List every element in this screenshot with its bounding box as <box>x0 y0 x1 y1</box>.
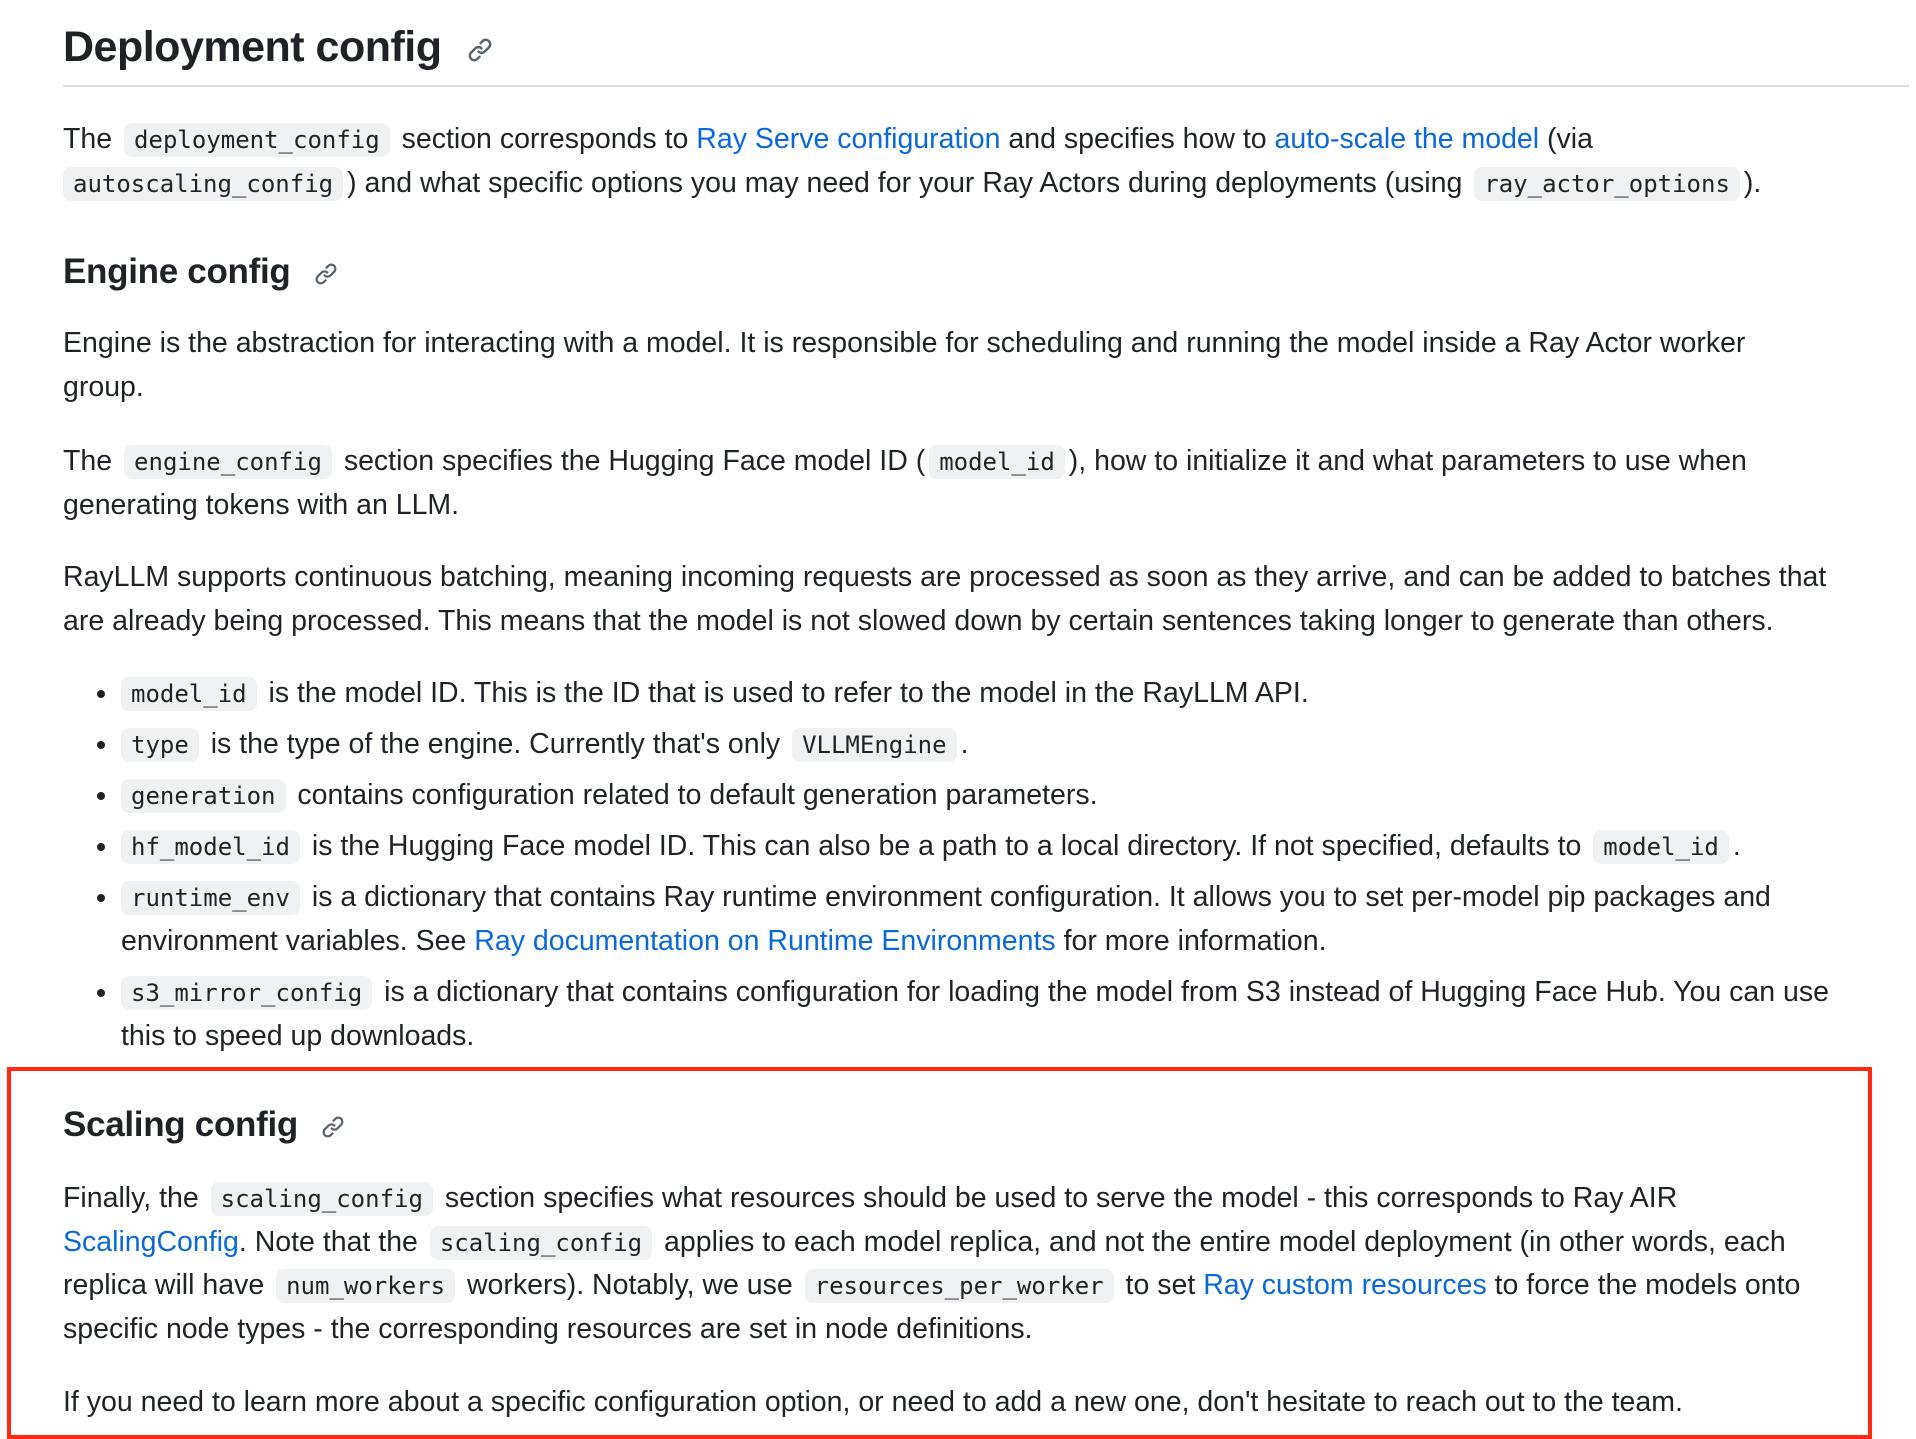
text: for more information. <box>1063 925 1327 957</box>
bullet-dot <box>97 690 105 698</box>
inline-code: deployment_config <box>124 123 390 157</box>
inline-code: VLLMEngine <box>792 728 957 762</box>
text: is the Hugging Face model ID. This can also be a path to a local directory. If not specified, defaults to <box>311 830 1582 862</box>
inline-code: num_workers <box>276 1269 455 1303</box>
text: . <box>960 728 969 760</box>
link-ray-custom-resources[interactable]: Ray custom resources <box>1203 1269 1487 1301</box>
paragraph-line <box>63 1264 1800 1308</box>
text: The <box>63 445 113 477</box>
text: replica will have <box>63 1269 265 1301</box>
text: ). <box>1743 167 1762 199</box>
text: The <box>63 123 113 155</box>
text: to set <box>1125 1269 1196 1301</box>
list-item <box>121 876 1771 920</box>
text: is the type of the engine. Currently that's only <box>210 728 781 760</box>
inline-code: model_id <box>121 677 257 711</box>
text: applies to each model replica, and not the entire model deployment (in other words, each <box>664 1226 1786 1258</box>
inline-code: hf_model_id <box>121 830 300 864</box>
link-scalingconfig[interactable]: ScalingConfig <box>63 1226 239 1258</box>
text: section specifies what resources should be used to serve the model - this corresponds to Ray AIR <box>444 1182 1678 1214</box>
text: and specifies how to <box>1008 123 1267 155</box>
text: . Note that the <box>238 1226 418 1258</box>
paragraph-line: RayLLM supports continuous batching, meaning incoming requests are processed as soon as they arrive, and can be added to batches that <box>63 561 1827 593</box>
paragraph-line <box>63 1221 1786 1265</box>
inline-code: s3_mirror_config <box>121 976 372 1010</box>
text: (via <box>1547 123 1593 155</box>
list-item-continuation: this to speed up downloads. <box>121 1020 475 1052</box>
list-item-continuation <box>121 920 1327 963</box>
text: is a dictionary that contains configuration for loading the model from S3 instead of Hugging Face Hub. You can use <box>384 976 1829 1008</box>
text: ) and what specific options you may need for your Ray Actors during deployments (using <box>347 167 1463 199</box>
inline-code: type <box>121 728 199 762</box>
heading-deployment-config <box>63 18 493 76</box>
inline-code: autoscaling_config <box>63 167 343 201</box>
text: Finally, the <box>63 1182 199 1214</box>
bullet-dot <box>97 894 105 902</box>
text: ), how to initialize it and what parameters to use when <box>1068 445 1747 477</box>
text: section corresponds to <box>401 123 689 155</box>
heading-text: Engine config <box>63 252 291 291</box>
list-item <box>121 971 1829 1015</box>
inline-code: resources_per_worker <box>805 1269 1114 1303</box>
bullet-dot <box>97 843 105 851</box>
text: environment variables. See <box>121 925 467 957</box>
text: workers). Notably, we use <box>466 1269 793 1301</box>
inline-code: scaling_config <box>211 1182 433 1216</box>
bullet-dot <box>97 792 105 800</box>
paragraph-line: generating tokens with an LLM. <box>63 489 460 521</box>
inline-code: runtime_env <box>121 881 300 915</box>
inline-code: model_id <box>929 445 1065 479</box>
paragraph-line <box>63 440 1747 484</box>
text: to force the models onto <box>1494 1269 1801 1301</box>
inline-code: ray_actor_options <box>1474 167 1740 201</box>
heading-divider <box>63 85 1909 87</box>
heading-text: Deployment config <box>63 23 442 71</box>
paragraph-line <box>63 118 1593 162</box>
heading-text: Scaling config <box>63 1105 298 1144</box>
list-item <box>121 825 1741 869</box>
link-icon[interactable] <box>314 262 338 286</box>
text: contains configuration related to default generation parameters. <box>297 779 1098 811</box>
link-icon[interactable] <box>321 1115 345 1139</box>
text: is a dictionary that contains Ray runtime environment configuration. It allows you to set per-model pip packages and <box>311 881 1771 913</box>
link-ray-runtime-environments[interactable]: Ray documentation on Runtime Environments <box>474 925 1056 957</box>
text: . <box>1732 830 1741 862</box>
paragraph-line: group. <box>63 371 144 403</box>
inline-code: scaling_config <box>430 1226 652 1260</box>
heading-engine-config <box>63 249 338 295</box>
inline-code: model_id <box>1593 830 1729 864</box>
list-item <box>121 774 1098 818</box>
bullet-dot <box>97 989 105 997</box>
paragraph-line: Engine is the abstraction for interacting with a model. It is responsible for scheduling and running the model inside a Ray Actor worker <box>63 327 1746 359</box>
paragraph-line: specific node types - the corresponding resources are set in node definitions. <box>63 1313 1033 1345</box>
heading-scaling-config <box>63 1102 345 1148</box>
paragraph-line: If you need to learn more about a specific configuration option, or need to add a new one, don't hesitate to reach out to the team. <box>63 1386 1683 1418</box>
text: section specifies the Hugging Face model ID ( <box>343 445 926 477</box>
list-item <box>121 723 969 767</box>
bullet-dot <box>97 741 105 749</box>
link-ray-serve-configuration[interactable]: Ray Serve configuration <box>696 123 1001 155</box>
paragraph-line <box>63 1177 1677 1221</box>
inline-code: engine_config <box>124 445 332 479</box>
text: is the model ID. This is the ID that is used to refer to the model in the RayLLM API. <box>268 677 1309 709</box>
link-icon[interactable] <box>467 37 493 63</box>
inline-code: generation <box>121 779 286 813</box>
paragraph-line <box>59 162 1761 206</box>
paragraph-line: are already being processed. This means that the model is not slowed down by certain sentences taking longer to generate than others. <box>63 605 1774 637</box>
link-auto-scale-the-model[interactable]: auto-scale the model <box>1274 123 1540 155</box>
list-item <box>121 672 1309 716</box>
